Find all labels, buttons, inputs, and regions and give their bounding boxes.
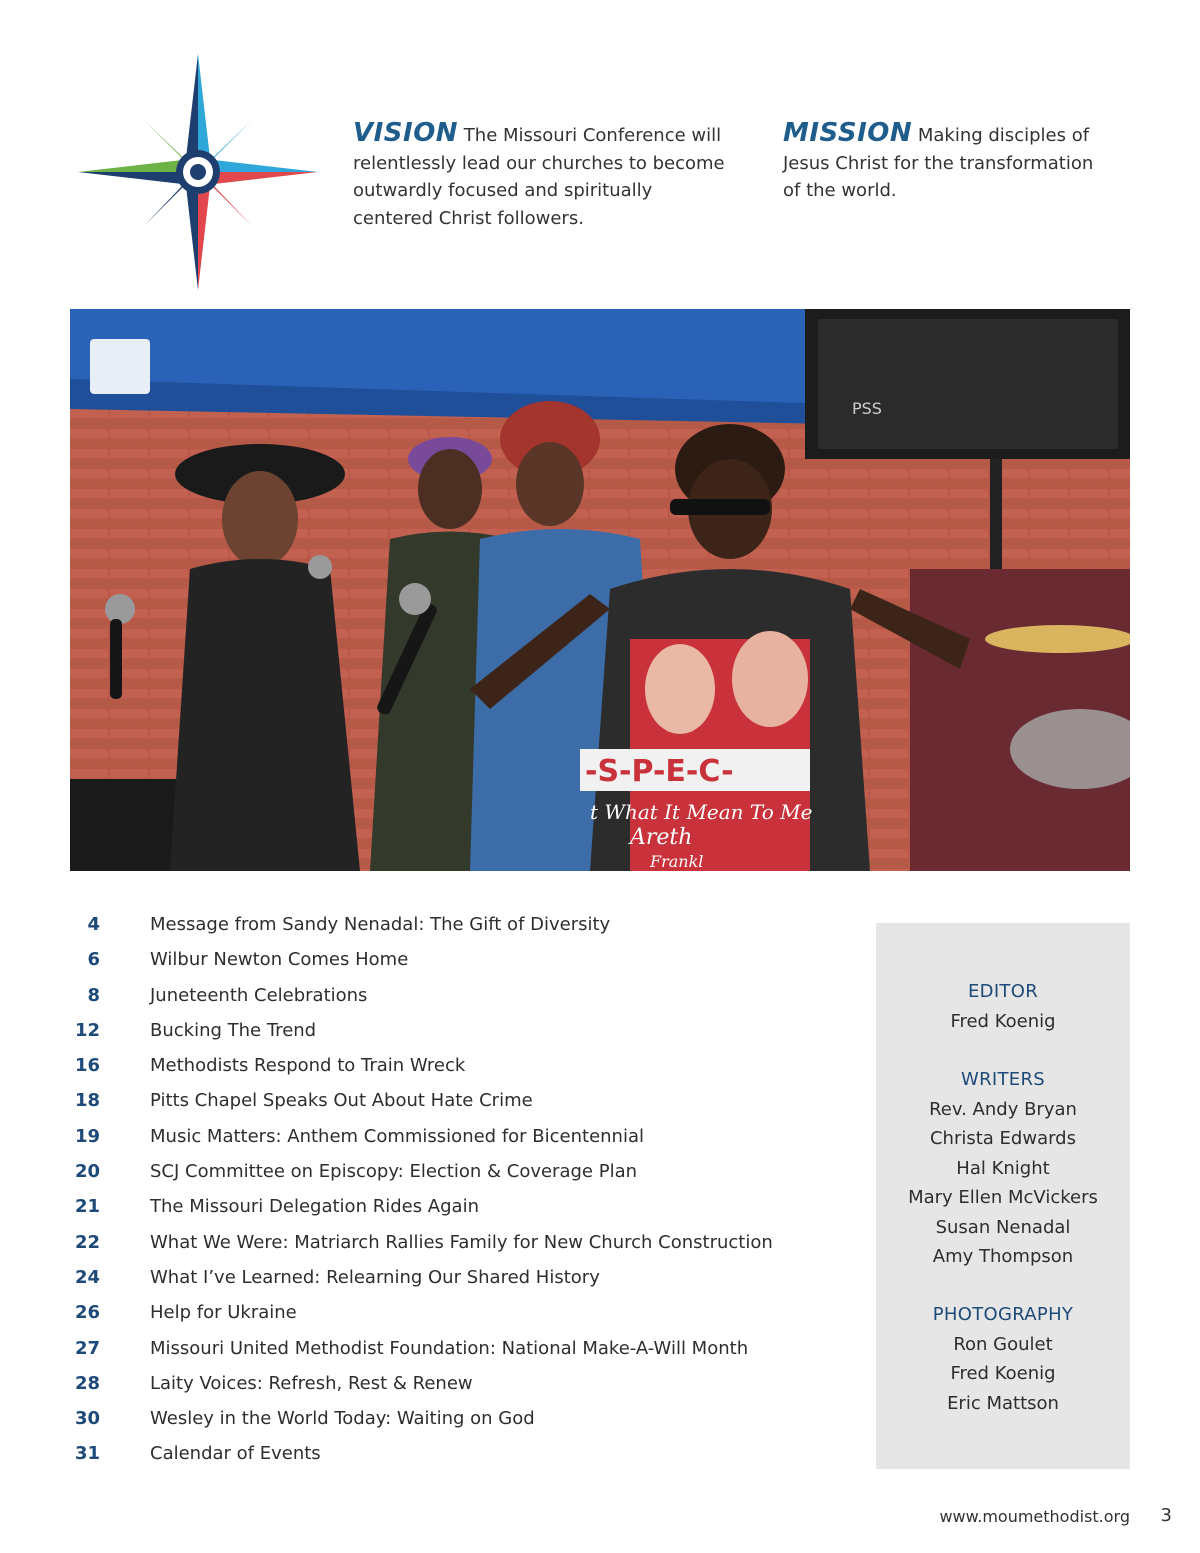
shirt-text-surname: Frankl — [650, 852, 704, 871]
toc-entry[interactable] — [60, 1161, 840, 1196]
editor-name: Fred Koenig — [950, 1011, 1056, 1032]
toc-entry[interactable] — [60, 1408, 840, 1443]
editor-names — [876, 1007, 1130, 1037]
toc-page-number: 18 — [74, 1090, 100, 1112]
masthead-panel — [876, 923, 1130, 1469]
writers-heading: WRITERS — [960, 1068, 1045, 1090]
toc-title: Message from Sandy Nenadal: The Gift of Diversity — [150, 914, 611, 935]
toc-entry[interactable] — [60, 1196, 840, 1231]
mission-statement — [783, 120, 1103, 205]
toc-title: Laity Voices: Refresh, Rest & Renew — [150, 1372, 473, 1394]
toc-page-number: 19 — [74, 1125, 100, 1147]
speaker-label: PSS — [852, 399, 882, 418]
toc-page-number: 22 — [74, 1231, 100, 1253]
toc-title: Music Matters: Anthem Commissioned for Bicentennial — [150, 1125, 644, 1147]
toc-page-number: 12 — [74, 1019, 100, 1041]
toc-page-number: 26 — [74, 1302, 100, 1324]
editor-section — [876, 923, 1130, 1037]
shirt-text-name: Areth — [630, 825, 693, 850]
toc-entry[interactable] — [60, 914, 840, 949]
editor-heading: EDITOR — [967, 981, 1038, 1002]
vision-text: The Missouri Conference will relentlessly lead our churches to become outwardly focused and spiritually centered Christ followers. — [353, 125, 725, 229]
toc-title: What We Were: Matriarch Rallies Family for New Church Construction — [150, 1231, 773, 1253]
toc-title: SCJ Committee on Episcopy: Election & Coverage Plan — [150, 1161, 638, 1183]
vision-statement — [353, 120, 738, 232]
website-url[interactable]: www.moumethodist.org — [939, 1507, 1130, 1526]
toc-title: Wilbur Newton Comes Home — [150, 949, 409, 971]
mission-text: Making disciples of Jesus Christ for the transformation of the world. — [783, 125, 1094, 201]
toc-page-number: 8 — [87, 984, 100, 1006]
writers-names — [876, 1095, 1130, 1272]
toc-entry[interactable] — [60, 1090, 840, 1125]
writers-name: Mary Ellen McVickers — [908, 1187, 1098, 1208]
toc-title: Calendar of Events — [150, 1443, 321, 1465]
writers-section — [876, 1037, 1130, 1272]
toc-page-number: 30 — [74, 1408, 100, 1430]
toc-title: Bucking The Trend — [150, 1019, 317, 1041]
toc-title: Methodists Respond to Train Wreck — [150, 1055, 466, 1077]
writers-name: Christa Edwards — [929, 1128, 1076, 1149]
photography-names — [876, 1330, 1130, 1419]
toc-title: The Missouri Delegation Rides Again — [150, 1196, 479, 1218]
toc-page-number: 28 — [74, 1372, 100, 1394]
toc-title: What I’ve Learned: Relearning Our Shared History — [150, 1266, 600, 1288]
toc-page-number: 20 — [74, 1161, 100, 1183]
toc-page-number: 24 — [74, 1266, 100, 1288]
toc-entry[interactable] — [60, 1020, 840, 1055]
toc-entry[interactable] — [60, 1232, 840, 1267]
juneteenth-singers-photo — [70, 309, 1130, 871]
photography-section — [876, 1272, 1130, 1419]
writers-name: Hal Knight — [956, 1157, 1050, 1179]
toc-entry[interactable] — [60, 1302, 840, 1337]
toc-entry[interactable] — [60, 1055, 840, 1090]
photography-heading: PHOTOGRAPHY — [932, 1303, 1074, 1325]
vision-keyword: VISION — [353, 118, 459, 148]
photography-name: Eric Mattson — [947, 1392, 1059, 1414]
writers-name: Susan Nenadal — [935, 1216, 1071, 1238]
writers-name: Amy Thompson — [932, 1246, 1074, 1267]
toc-entry[interactable] — [60, 1443, 840, 1478]
mission-keyword: MISSION — [783, 118, 913, 148]
toc-page-number: 31 — [74, 1443, 100, 1465]
toc-page-number: 4 — [87, 914, 100, 935]
toc-entry[interactable] — [60, 1373, 840, 1408]
photography-name: Ron Goulet — [953, 1333, 1053, 1355]
toc-title: Juneteenth Celebrations — [150, 984, 368, 1006]
toc-entry[interactable] — [60, 985, 840, 1020]
page-number: 3 — [1160, 1505, 1172, 1526]
shirt-text-tagline: t What It Mean To Me — [590, 800, 813, 824]
toc-entry[interactable] — [60, 1267, 840, 1302]
toc-entry[interactable] — [60, 949, 840, 984]
toc-page-number: 21 — [74, 1196, 100, 1218]
toc-title: Help for Ukraine — [150, 1302, 297, 1324]
table-of-contents — [60, 914, 840, 1479]
shirt-text-respect: -S-P-E-C- — [585, 754, 734, 789]
toc-title: Wesley in the World Today: Waiting on God — [150, 1408, 535, 1430]
toc-title: Missouri United Methodist Foundation: National Make-A-Will Month — [150, 1337, 749, 1359]
toc-title: Pitts Chapel Speaks Out About Hate Crime — [150, 1090, 533, 1112]
toc-page-number: 16 — [74, 1055, 100, 1077]
compass-star-logo-icon — [78, 54, 318, 290]
toc-entry[interactable] — [60, 1338, 840, 1373]
toc-page-number: 27 — [74, 1337, 100, 1359]
photography-name: Fred Koenig — [950, 1363, 1056, 1384]
writers-name: Rev. Andy Bryan — [929, 1098, 1077, 1120]
toc-page-number: 6 — [87, 949, 100, 971]
toc-entry[interactable] — [60, 1126, 840, 1161]
